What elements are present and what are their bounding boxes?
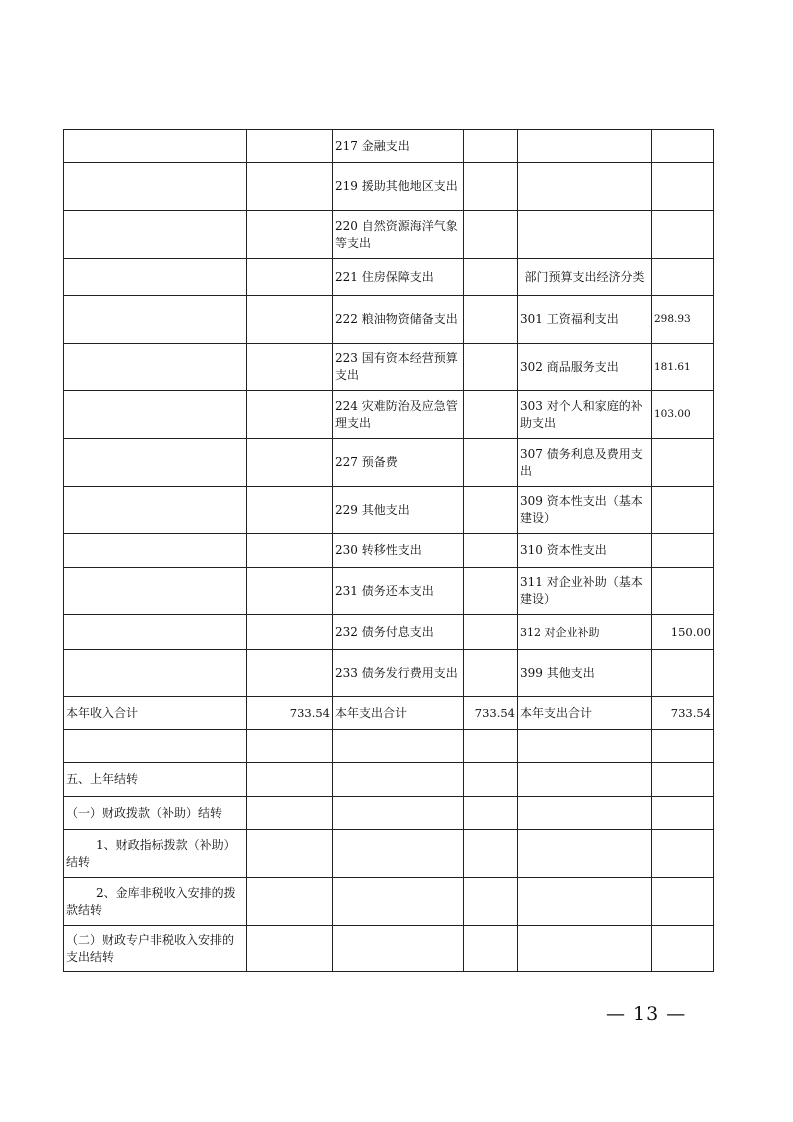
table-row xyxy=(64,163,714,211)
table-cell xyxy=(247,344,333,391)
table-cell xyxy=(247,211,333,259)
table-cell xyxy=(464,487,518,534)
table-cell xyxy=(247,487,333,534)
economic-category-cell: 310 资本性支出 xyxy=(518,534,652,568)
table-cell xyxy=(518,211,652,259)
table-cell xyxy=(247,391,333,439)
table-row xyxy=(64,878,714,926)
table-cell xyxy=(652,878,714,926)
amount-cell: 103.00 xyxy=(652,391,714,439)
table-cell xyxy=(652,211,714,259)
table-cell xyxy=(333,878,464,926)
table-cell xyxy=(652,259,714,296)
table-row xyxy=(64,130,714,163)
table-cell xyxy=(64,615,247,650)
table-cell xyxy=(64,259,247,296)
table-row xyxy=(64,391,714,439)
table-cell xyxy=(652,487,714,534)
economic-classification-header: 部门预算支出经济分类 xyxy=(518,259,652,296)
table-row xyxy=(64,926,714,972)
expense-total-value: 733.54 xyxy=(464,697,518,730)
table-row xyxy=(64,439,714,487)
table-cell xyxy=(464,650,518,697)
table-cell xyxy=(464,568,518,615)
table-cell xyxy=(652,797,714,830)
table-cell xyxy=(652,763,714,797)
expense-category-cell: 227 预备费 xyxy=(333,439,464,487)
table-cell xyxy=(247,130,333,163)
table-cell xyxy=(652,439,714,487)
table-cell xyxy=(64,568,247,615)
table-cell xyxy=(464,344,518,391)
carryover-label: （一）财政拨款（补助）结转 xyxy=(64,797,247,830)
economic-category-cell: 301 工资福利支出 xyxy=(518,296,652,344)
table-cell xyxy=(518,763,652,797)
table-cell xyxy=(464,797,518,830)
table-cell xyxy=(333,797,464,830)
table-row xyxy=(64,296,714,344)
table-cell xyxy=(518,730,652,763)
budget-table xyxy=(63,129,714,972)
table-cell xyxy=(247,296,333,344)
table-cell xyxy=(652,926,714,972)
table-cell xyxy=(464,391,518,439)
income-total-label: 本年收入合计 xyxy=(64,697,247,730)
expense-category-cell: 223 国有资本经营预算支出 xyxy=(333,344,464,391)
economic-category-cell: 307 债务利息及费用支出 xyxy=(518,439,652,487)
table-row xyxy=(64,344,714,391)
table-cell xyxy=(464,163,518,211)
expense-category-cell: 217 金融支出 xyxy=(333,130,464,163)
table-cell xyxy=(247,534,333,568)
table-cell xyxy=(64,534,247,568)
economic-total-label: 本年支出合计 xyxy=(518,697,652,730)
table-cell xyxy=(518,830,652,878)
table-row xyxy=(64,487,714,534)
table-cell xyxy=(247,926,333,972)
carryover-label: 2、金库非税收入安排的拨款结转 xyxy=(64,878,247,926)
table-cell xyxy=(464,130,518,163)
table-cell xyxy=(247,763,333,797)
table-cell xyxy=(652,568,714,615)
table-row xyxy=(64,830,714,878)
expense-category-cell: 233 债务发行费用支出 xyxy=(333,650,464,697)
table-cell xyxy=(464,763,518,797)
table-cell xyxy=(333,926,464,972)
income-total-value: 733.54 xyxy=(247,697,333,730)
table-row xyxy=(64,534,714,568)
table-cell xyxy=(247,615,333,650)
table-cell xyxy=(64,391,247,439)
economic-category-cell: 302 商品服务支出 xyxy=(518,344,652,391)
table-cell xyxy=(652,730,714,763)
table-cell xyxy=(518,878,652,926)
table-cell xyxy=(333,730,464,763)
expense-category-cell: 219 援助其他地区支出 xyxy=(333,163,464,211)
table-cell xyxy=(333,830,464,878)
amount-cell: 150.00 xyxy=(652,615,714,650)
table-cell xyxy=(247,568,333,615)
table-cell xyxy=(247,830,333,878)
table-cell xyxy=(464,615,518,650)
table-cell xyxy=(464,211,518,259)
amount-cell: 181.61 xyxy=(652,344,714,391)
carryover-label: 五、上年结转 xyxy=(64,763,247,797)
expense-category-cell: 230 转移性支出 xyxy=(333,534,464,568)
table-cell xyxy=(464,534,518,568)
table-cell xyxy=(652,830,714,878)
table-row xyxy=(64,615,714,650)
expense-category-cell: 220 自然资源海洋气象等支出 xyxy=(333,211,464,259)
table-cell xyxy=(64,211,247,259)
table-cell xyxy=(464,439,518,487)
economic-category-cell: 309 资本性支出（基本建设） xyxy=(518,487,652,534)
table-cell xyxy=(464,259,518,296)
table-cell xyxy=(247,878,333,926)
table-row xyxy=(64,730,714,763)
economic-category-cell: 303 对个人和家庭的补助支出 xyxy=(518,391,652,439)
table-cell xyxy=(64,439,247,487)
table-cell xyxy=(652,130,714,163)
totals-row xyxy=(64,697,714,730)
table-cell xyxy=(247,797,333,830)
table-cell xyxy=(64,487,247,534)
table-cell xyxy=(464,830,518,878)
economic-category-cell: 399 其他支出 xyxy=(518,650,652,697)
table-cell xyxy=(464,926,518,972)
table-row xyxy=(64,259,714,296)
table-cell xyxy=(64,344,247,391)
table-row xyxy=(64,211,714,259)
economic-total-value: 733.54 xyxy=(652,697,714,730)
table-row xyxy=(64,568,714,615)
page-number: — 13 — xyxy=(606,1003,687,1025)
table-cell xyxy=(64,296,247,344)
expense-category-cell: 224 灾难防治及应急管理支出 xyxy=(333,391,464,439)
expense-category-cell: 232 债务付息支出 xyxy=(333,615,464,650)
table-cell xyxy=(652,163,714,211)
economic-category-cell: 312 对企业补助 xyxy=(518,615,652,650)
table-cell xyxy=(64,650,247,697)
table-cell xyxy=(518,130,652,163)
table-cell xyxy=(518,926,652,972)
table-cell xyxy=(247,439,333,487)
table-cell xyxy=(247,650,333,697)
amount-cell: 298.93 xyxy=(652,296,714,344)
expense-category-cell: 222 粮油物资储备支出 xyxy=(333,296,464,344)
expense-category-cell: 229 其他支出 xyxy=(333,487,464,534)
table-cell xyxy=(518,797,652,830)
table-cell xyxy=(64,163,247,211)
table-row xyxy=(64,763,714,797)
table-cell xyxy=(652,534,714,568)
table-cell xyxy=(333,763,464,797)
table-cell xyxy=(652,650,714,697)
economic-category-cell: 311 对企业补助（基本建设） xyxy=(518,568,652,615)
table-row xyxy=(64,797,714,830)
expense-category-cell: 221 住房保障支出 xyxy=(333,259,464,296)
expense-category-cell: 231 债务还本支出 xyxy=(333,568,464,615)
table-cell xyxy=(247,259,333,296)
table-cell xyxy=(247,730,333,763)
table-cell xyxy=(464,296,518,344)
expense-total-label: 本年支出合计 xyxy=(333,697,464,730)
table-row xyxy=(64,650,714,697)
carryover-label: 1、财政指标拨款（补助）结转 xyxy=(64,830,247,878)
table-cell xyxy=(247,163,333,211)
table-cell xyxy=(518,163,652,211)
table-cell xyxy=(464,878,518,926)
table-cell xyxy=(464,730,518,763)
carryover-label: （二）财政专户非税收入安排的支出结转 xyxy=(64,926,247,972)
table-cell xyxy=(64,130,247,163)
table-cell xyxy=(64,730,247,763)
